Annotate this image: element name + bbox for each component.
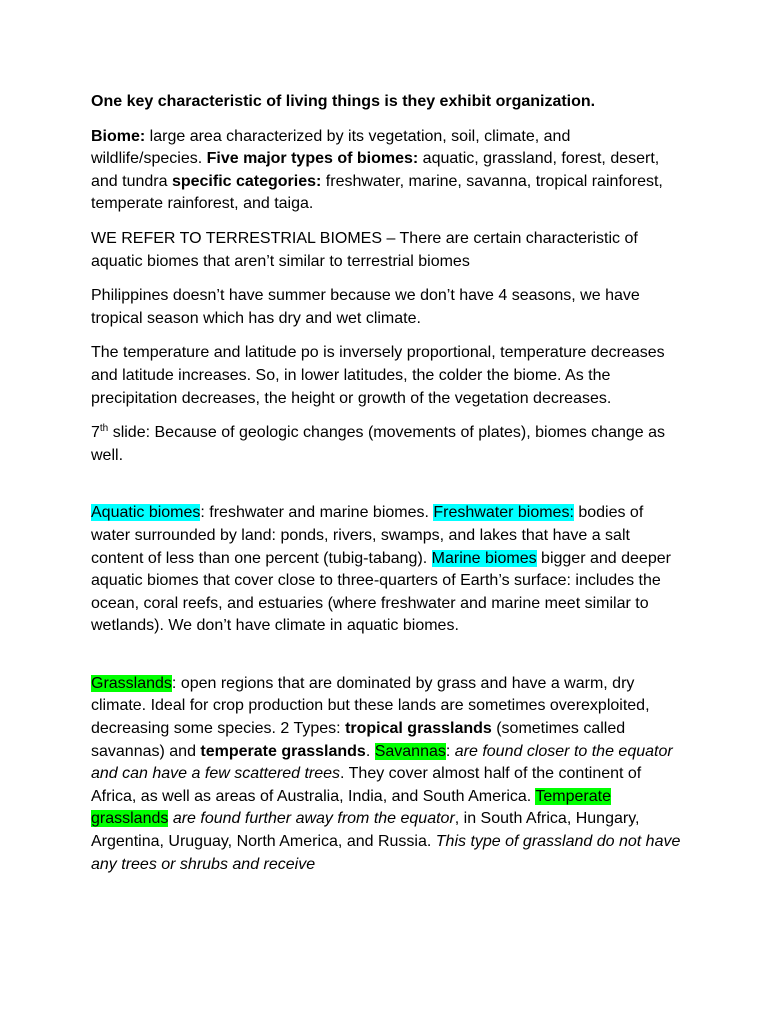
grass-text-1: : open regions that are dominated by grass and have a warm, dry climate. Ideal for crop production but these lands are sometimes overexploited, decreasing some species. 2 Types:: [91, 674, 650, 738]
slide-text: slide: Because of geologic changes (movements of plates), biomes change as well.: [91, 424, 666, 464]
biome-label: Biome:: [91, 127, 146, 145]
aquatic-paragraph: [91, 502, 683, 638]
grass-text-7: , in South Africa, Hungary, Argentina, Uruguay, North America, and Russia.: [91, 810, 640, 851]
five-types-text: aquatic, grassland, forest, desert, and tundra: [91, 150, 660, 190]
tropical-grasslands-bold: tropical grasslands: [345, 720, 492, 738]
five-types-label: Five major types of biomes:: [206, 150, 419, 168]
grasslands-paragraph: [91, 673, 683, 876]
temperature-paragraph: The temperature and latitude po is inversely proportional, temperature decreases and latitude increases. So, in lower latitudes, the colder the biome. As the precipitation decreases, the height or growth of the vegetation decreases.: [91, 344, 665, 407]
aquatic-text-1: : freshwater and marine biomes.: [200, 504, 434, 522]
grass-text-5: . They cover almost half of the continent of Africa, as well as areas of Australia, India, and South America.: [91, 765, 642, 805]
biome-definition: large area characterized by its vegetation, soil, climate, and wildlife/species.: [91, 127, 571, 168]
savannas-italic: are found closer to the equator and can have a few scattered trees: [91, 742, 673, 783]
aquatic-text-2: bodies of water surrounded by land: ponds, rivers, swamps, and lakes that have a salt content of less than one percent (tubig-tabang).: [91, 504, 644, 567]
slide-paragraph: [91, 422, 683, 467]
intro-text: One key characteristic of living things is they exhibit organization.: [91, 93, 596, 110]
slide-number: 7: [91, 424, 100, 442]
philippines-paragraph: Philippines doesn’t have summer because we don’t have 4 seasons, we have tropical season which has dry and wet climate.: [91, 287, 640, 327]
temperate-grasslands-bold: temperate grasslands: [200, 742, 366, 760]
aquatic-biomes-highlight: Aquatic biomes: [91, 504, 201, 522]
terrestrial-paragraph: WE REFER TO TERRESTRIAL BIOMES – There are certain characteristic of aquatic biomes that aren’t similar to terrestrial biomes: [91, 229, 638, 270]
grass-text-2: (sometimes called savannas) and: [91, 720, 626, 760]
temperate-italic: are found further away from the equator: [172, 810, 455, 828]
grass-text-3: .: [365, 742, 375, 760]
savannas-highlight: Savannas: [374, 742, 446, 760]
grassland-type-italic: This type of grassland do not have any trees or shrubs and receive: [91, 833, 681, 873]
grasslands-highlight: Grasslands: [91, 674, 172, 692]
aquatic-text-3: bigger and deeper aquatic biomes that cover close to three-quarters of Earth’s surface: includes the ocean, coral reefs, and estuaries (where freshwater and marine meet similar to wetlands). We don’t have climate in aquatic biomes.: [91, 549, 671, 635]
slide-superscript: th: [99, 423, 109, 435]
specific-categories-label: specific categories:: [171, 172, 322, 190]
freshwater-biomes-highlight: Freshwater biomes:: [433, 504, 574, 522]
intro-paragraph: [91, 91, 683, 114]
marine-biomes-highlight: Marine biomes: [431, 549, 537, 567]
grass-text-4: :: [445, 742, 455, 760]
biome-paragraph: [91, 126, 683, 216]
specific-categories-text: freshwater, marine, savanna, tropical rainforest, temperate rainforest, and taiga.: [91, 172, 663, 213]
temperate-grasslands-highlight: Temperate grasslands: [91, 787, 611, 828]
